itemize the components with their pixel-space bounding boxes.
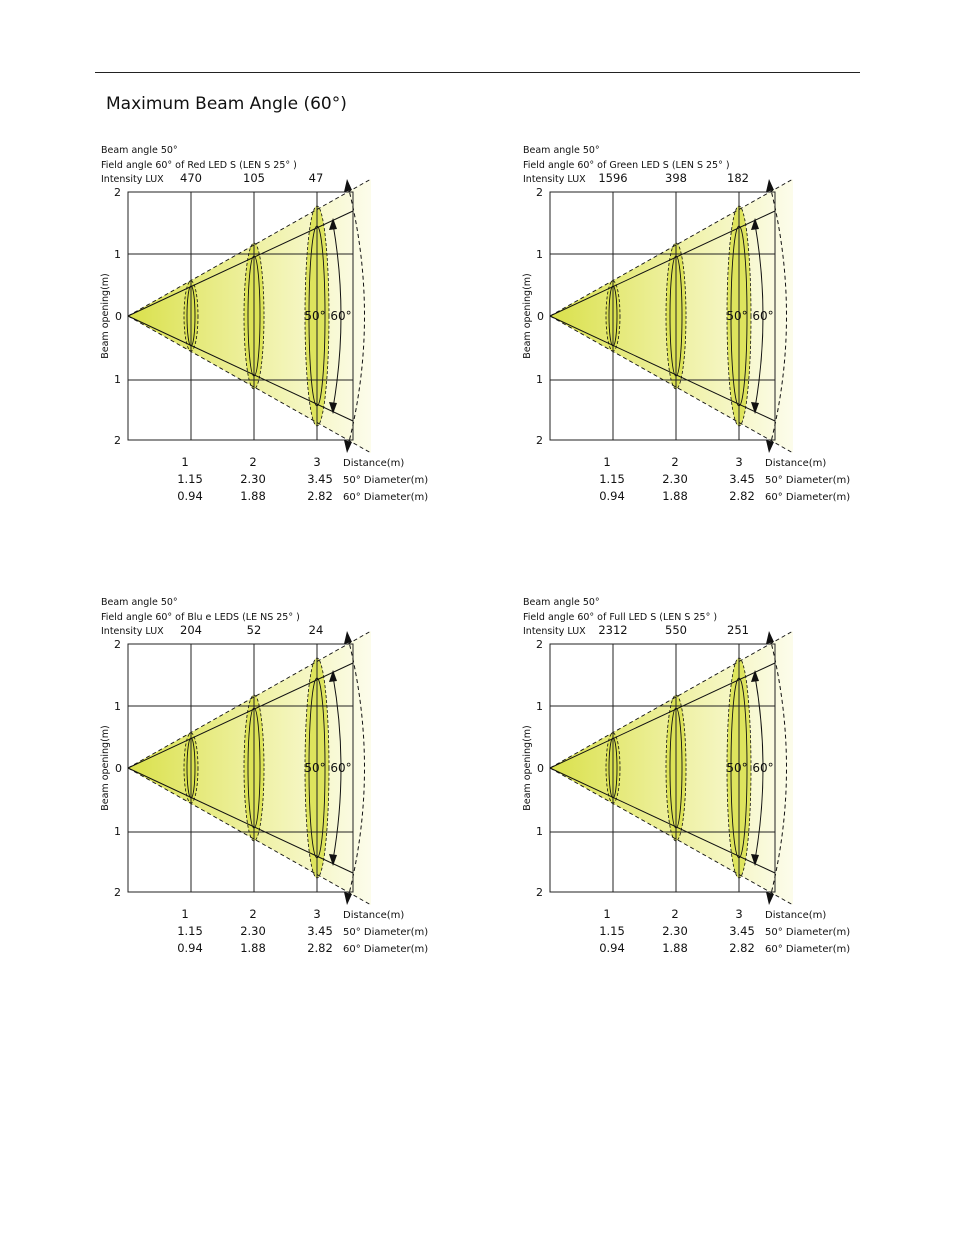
- diameter60-2: 1.88: [240, 941, 266, 955]
- distance-1: 1: [603, 907, 611, 921]
- distance-label: Distance(m): [343, 910, 405, 921]
- angle-label-60: 60°: [330, 761, 352, 775]
- diameter50-label: 50° Diameter(m): [765, 927, 851, 938]
- y-tick: 1: [536, 825, 543, 838]
- y-tick: 0: [537, 762, 544, 775]
- intensity-label: Intensity LUX: [523, 626, 586, 637]
- arrow-60-bottom: [766, 892, 774, 905]
- diameter50-label: 50° Diameter(m): [343, 475, 429, 486]
- diameter50-2: 2.30: [662, 472, 688, 486]
- lux-value-2m: 550: [665, 623, 687, 637]
- beam-diagram-green: [523, 144, 893, 514]
- diameter60-label: 60° Diameter(m): [343, 944, 429, 955]
- diameter50-1: 1.15: [177, 472, 203, 486]
- header-rule: [95, 72, 860, 73]
- distance-1: 1: [181, 907, 189, 921]
- beam-angle-label: Beam angle 50°: [523, 597, 600, 608]
- field-angle-label: Field angle 60° of Red LED S (LEN S 25° ): [101, 160, 297, 171]
- y-tick: 0: [115, 762, 122, 775]
- distance-3: 3: [735, 455, 743, 469]
- field-angle-label: Field angle 60° of Blu e LEDS (LE NS 25° ): [101, 612, 300, 623]
- y-tick: 1: [114, 373, 121, 386]
- y-tick: 2: [536, 186, 543, 199]
- field-angle-label: Field angle 60° of Full LED S (LEN S 25° ): [523, 612, 718, 623]
- lux-value-3m: 182: [727, 171, 749, 185]
- distance-label: Distance(m): [765, 910, 827, 921]
- distance-2: 2: [671, 907, 679, 921]
- diameter50-3: 3.45: [307, 924, 333, 938]
- field-angle-label: Field angle 60° of Green LED S (LEN S 25° ): [523, 160, 730, 171]
- lux-value-3m: 47: [308, 171, 324, 185]
- y-tick: 0: [537, 310, 544, 323]
- angle-label-50: 50°: [726, 761, 748, 775]
- diameter60-2: 1.88: [662, 489, 688, 503]
- lux-value-1m: 1596: [598, 171, 628, 185]
- y-tick: 1: [536, 373, 543, 386]
- y-axis-label: Beam opening(m): [522, 725, 533, 811]
- angle-label-60: 60°: [752, 309, 774, 323]
- diameter60-2: 1.88: [662, 941, 688, 955]
- diameter50-2: 2.30: [240, 472, 266, 486]
- diameter50-2: 2.30: [240, 924, 266, 938]
- y-tick: 0: [115, 310, 122, 323]
- diameter50-3: 3.45: [729, 472, 755, 486]
- angle-label-50: 50°: [726, 309, 748, 323]
- y-tick: 2: [536, 638, 543, 651]
- arrow-60-bottom: [344, 892, 352, 905]
- diameter60-label: 60° Diameter(m): [765, 492, 851, 503]
- intensity-label: Intensity LUX: [523, 174, 586, 185]
- y-tick: 1: [114, 248, 121, 261]
- y-tick: 1: [114, 700, 121, 713]
- lux-value-1m: 204: [180, 623, 202, 637]
- diameter50-1: 1.15: [599, 472, 625, 486]
- y-tick: 1: [536, 700, 543, 713]
- diameter50-2: 2.30: [662, 924, 688, 938]
- y-axis-label: Beam opening(m): [522, 273, 533, 359]
- arrow-60-top: [344, 179, 352, 192]
- distance-2: 2: [249, 455, 257, 469]
- lux-value-3m: 251: [727, 623, 749, 637]
- y-tick: 2: [114, 186, 121, 199]
- beam-diagram-blue: [101, 596, 471, 966]
- diameter50-1: 1.15: [599, 924, 625, 938]
- arrow-60-bottom: [766, 440, 774, 453]
- lux-value-3m: 24: [308, 623, 324, 637]
- lux-value-1m: 2312: [598, 623, 628, 637]
- y-tick: 2: [536, 434, 543, 447]
- arrow-60-bottom: [344, 440, 352, 453]
- beam-angle-label: Beam angle 50°: [523, 145, 600, 156]
- y-tick: 2: [114, 886, 121, 899]
- distance-2: 2: [671, 455, 679, 469]
- distance-3: 3: [313, 907, 321, 921]
- distance-3: 3: [735, 907, 743, 921]
- y-tick: 1: [536, 248, 543, 261]
- arrow-60-top: [344, 631, 352, 644]
- lux-value-2m: 52: [246, 623, 262, 637]
- distance-3: 3: [313, 455, 321, 469]
- diameter60-label: 60° Diameter(m): [765, 944, 851, 955]
- page-title: Maximum Beam Angle (60°): [106, 94, 347, 114]
- diameter50-3: 3.45: [307, 472, 333, 486]
- diameter60-1: 0.94: [599, 489, 625, 503]
- distance-1: 1: [181, 455, 189, 469]
- angle-label-60: 60°: [330, 309, 352, 323]
- diameter50-3: 3.45: [729, 924, 755, 938]
- distance-label: Distance(m): [765, 458, 827, 469]
- beam-diagram-full: [523, 596, 893, 966]
- diameter60-3: 2.82: [729, 489, 755, 503]
- y-tick: 2: [536, 886, 543, 899]
- lux-value-2m: 105: [243, 171, 265, 185]
- intensity-label: Intensity LUX: [101, 626, 164, 637]
- arrow-60-top: [766, 631, 774, 644]
- diameter50-label: 50° Diameter(m): [343, 927, 429, 938]
- diameter60-label: 60° Diameter(m): [343, 492, 429, 503]
- angle-label-60: 60°: [752, 761, 774, 775]
- distance-1: 1: [603, 455, 611, 469]
- y-axis-label: Beam opening(m): [100, 273, 111, 359]
- diameter50-1: 1.15: [177, 924, 203, 938]
- distance-label: Distance(m): [343, 458, 405, 469]
- angle-label-50: 50°: [304, 761, 326, 775]
- angle-label-50: 50°: [304, 309, 326, 323]
- beam-angle-label: Beam angle 50°: [101, 145, 178, 156]
- diameter60-3: 2.82: [307, 941, 333, 955]
- distance-2: 2: [249, 907, 257, 921]
- diameter60-3: 2.82: [729, 941, 755, 955]
- diameter60-2: 1.88: [240, 489, 266, 503]
- beam-angle-label: Beam angle 50°: [101, 597, 178, 608]
- lux-value-2m: 398: [665, 171, 687, 185]
- y-tick: 1: [114, 825, 121, 838]
- arrow-60-top: [766, 179, 774, 192]
- diameter50-label: 50° Diameter(m): [765, 475, 851, 486]
- diameter60-1: 0.94: [177, 941, 203, 955]
- diameter60-1: 0.94: [599, 941, 625, 955]
- intensity-label: Intensity LUX: [101, 174, 164, 185]
- lux-value-1m: 470: [180, 171, 202, 185]
- diameter60-3: 2.82: [307, 489, 333, 503]
- beam-diagram-red: [101, 144, 471, 514]
- y-axis-label: Beam opening(m): [100, 725, 111, 811]
- y-tick: 2: [114, 434, 121, 447]
- diameter60-1: 0.94: [177, 489, 203, 503]
- y-tick: 2: [114, 638, 121, 651]
